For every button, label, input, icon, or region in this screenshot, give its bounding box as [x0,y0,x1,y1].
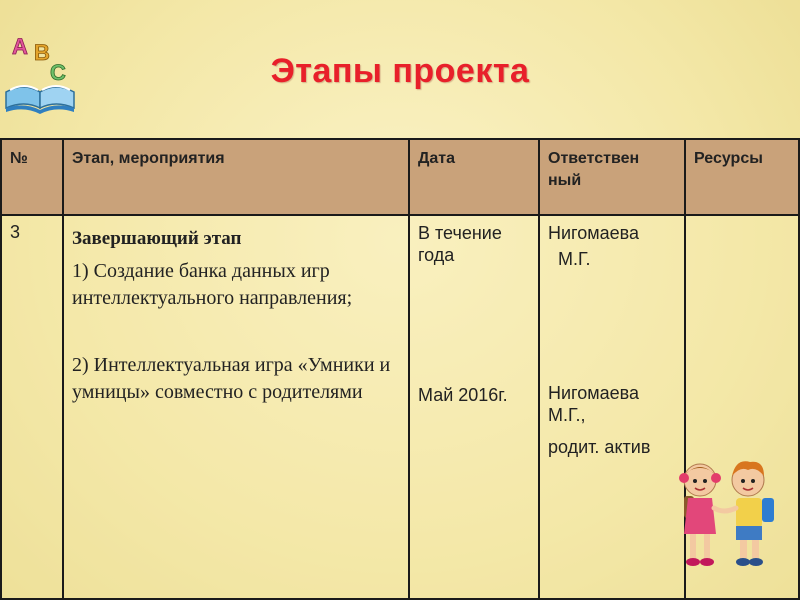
header-responsible: Ответствен ный [539,139,685,215]
responsible-2-line-1: Нигомаева М.Г., [548,383,640,425]
row-number: 3 [1,215,63,599]
date-1: В течение года [418,223,502,265]
header-number: № [1,139,63,215]
responsible-1-line-2: М.Г. [558,249,591,269]
responsible-cell [539,215,685,599]
logo-letter-c: C [50,60,66,85]
table-header-row [1,139,799,215]
stage-item-1: 1) Создание банка данных игр интеллектуального направления; [72,260,353,309]
logo-letter-b: B [34,40,50,65]
children-illustration-icon [670,450,780,575]
date-2: Май 2016г. [418,385,508,405]
header-resources: Ресурсы [685,139,799,215]
responsible-2-line-2: родит. актив [548,437,651,457]
header-date: Дата [409,139,539,215]
stage-item-2: 2) Интеллектуальная игра «Умники и умницы» совместно с родителями [72,354,391,403]
date-cell [409,215,539,599]
page-title: Этапы проекта [270,52,530,90]
logo-letter-a: A [12,34,28,59]
header-stage: Этап, мероприятия [63,139,409,215]
responsible-1-line-1: Нигомаева [548,223,640,243]
stage-title: Завершающий этап [72,228,242,249]
stage-cell [63,215,409,599]
